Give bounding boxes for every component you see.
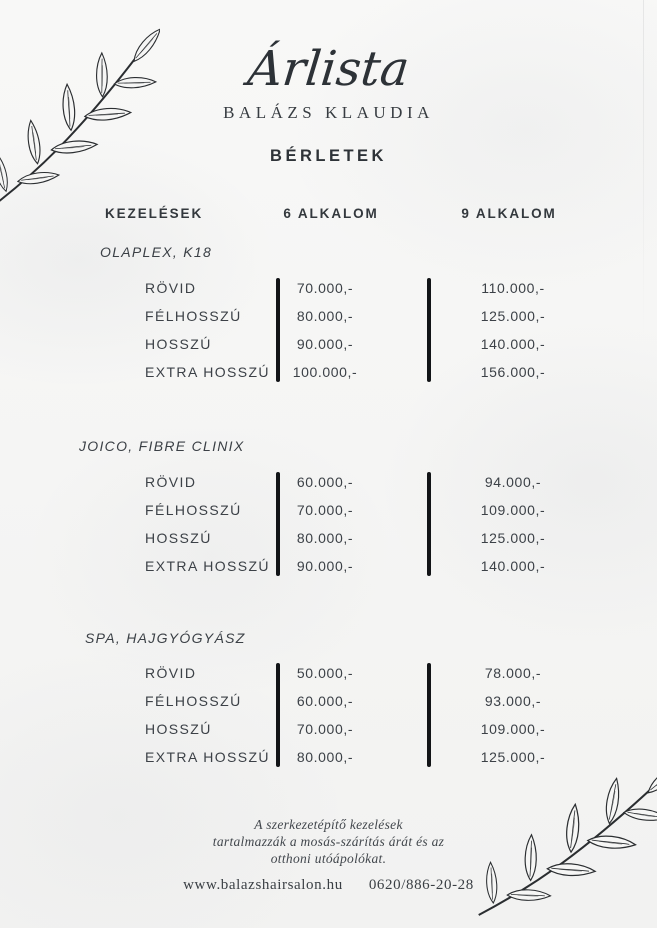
price-value: 78.000,- bbox=[484, 665, 542, 681]
website-url: www.balazshairsalon.hu bbox=[183, 877, 343, 893]
divider-bar bbox=[427, 663, 431, 767]
treatment-label: HOSSZÚ bbox=[145, 721, 212, 737]
footer-note-line: A szerkezetépítő kezelések bbox=[254, 817, 403, 832]
price-value: 125.000,- bbox=[480, 749, 546, 765]
price-value: 80.000,- bbox=[296, 308, 354, 324]
column-header-6-sessions: 6 ALKALOM bbox=[283, 206, 379, 221]
contact-line bbox=[0, 876, 657, 894]
section-title-olaplex: OLAPLEX, K18 bbox=[100, 244, 213, 260]
price-value: 100.000,- bbox=[292, 364, 358, 380]
treatment-labels-column bbox=[0, 274, 276, 386]
price-column-9-sessions bbox=[467, 659, 559, 771]
treatment-label: HOSSZÚ bbox=[145, 530, 212, 546]
price-value: 70.000,- bbox=[296, 721, 354, 737]
treatment-label: RÖVID bbox=[145, 280, 197, 296]
section-title-spa: SPA, HAJGYÓGYÁSZ bbox=[85, 630, 246, 646]
price-value: 90.000,- bbox=[296, 558, 354, 574]
price-value: 109.000,- bbox=[480, 502, 546, 518]
footer-note-line: tartalmazzák a mosás-szárítás árát és az bbox=[212, 834, 445, 849]
divider-bar bbox=[427, 472, 431, 576]
column-header-9-sessions: 9 ALKALOM bbox=[461, 206, 557, 221]
price-column-6-sessions bbox=[280, 468, 370, 580]
price-column-6-sessions bbox=[280, 659, 370, 771]
price-column-6-sessions bbox=[280, 274, 370, 386]
price-value: 70.000,- bbox=[296, 502, 354, 518]
price-table-spa bbox=[0, 659, 657, 771]
price-value: 109.000,- bbox=[480, 721, 546, 737]
brand-name: BALÁZS KLAUDIA bbox=[223, 103, 434, 122]
price-column-9-sessions bbox=[467, 468, 559, 580]
price-value: 90.000,- bbox=[296, 336, 354, 352]
price-value: 60.000,- bbox=[296, 474, 354, 490]
column-header-treatments: KEZELÉSEK bbox=[105, 206, 204, 221]
footer-note bbox=[0, 816, 657, 867]
price-value: 140.000,- bbox=[480, 336, 546, 352]
treatment-labels-column bbox=[0, 468, 276, 580]
treatment-label: EXTRA HOSSZÚ bbox=[145, 558, 270, 574]
price-value: 140.000,- bbox=[480, 558, 546, 574]
treatment-label: FÉLHOSSZÚ bbox=[145, 693, 242, 709]
price-table-olaplex bbox=[0, 274, 657, 386]
price-value: 94.000,- bbox=[484, 474, 542, 490]
price-value: 70.000,- bbox=[296, 280, 354, 296]
price-value: 93.000,- bbox=[484, 693, 542, 709]
section-title-joico: JOICO, FIBRE CLINIX bbox=[79, 438, 245, 454]
logo-script-title: Árlista bbox=[245, 41, 412, 97]
treatment-label: RÖVID bbox=[145, 665, 197, 681]
price-column-9-sessions bbox=[467, 274, 559, 386]
price-value: 80.000,- bbox=[296, 749, 354, 765]
treatment-label: RÖVID bbox=[145, 474, 197, 490]
price-value: 50.000,- bbox=[296, 665, 354, 681]
price-value: 60.000,- bbox=[296, 693, 354, 709]
treatment-label: HOSSZÚ bbox=[145, 336, 212, 352]
treatment-label: EXTRA HOSSZÚ bbox=[145, 749, 270, 765]
treatment-label: FÉLHOSSZÚ bbox=[145, 308, 242, 324]
treatment-labels-column bbox=[0, 659, 276, 771]
price-value: 125.000,- bbox=[480, 530, 546, 546]
price-table-joico bbox=[0, 468, 657, 580]
price-value: 125.000,- bbox=[480, 308, 546, 324]
divider-bar bbox=[427, 278, 431, 382]
page-title: BÉRLETEK bbox=[270, 147, 387, 165]
treatment-label: EXTRA HOSSZÚ bbox=[145, 364, 270, 380]
phone-number: 0620/886-20-28 bbox=[368, 877, 474, 893]
price-value: 156.000,- bbox=[480, 364, 546, 380]
price-value: 80.000,- bbox=[296, 530, 354, 546]
price-value: 110.000,- bbox=[481, 280, 545, 296]
treatment-label: FÉLHOSSZÚ bbox=[145, 502, 242, 518]
footer-note-line: otthoni utóápolókat. bbox=[270, 851, 387, 866]
